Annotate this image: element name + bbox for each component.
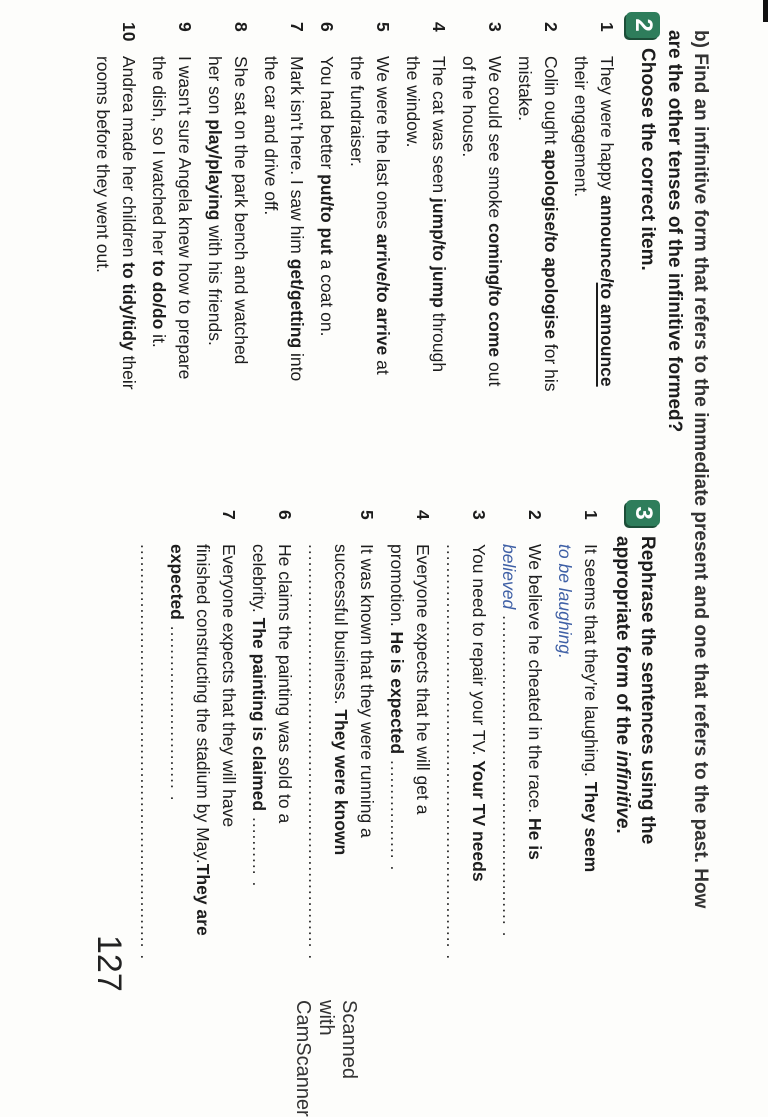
item-number: 5 bbox=[373, 22, 393, 32]
exercise-2-header bbox=[626, 12, 660, 472]
item-number: 3 bbox=[469, 510, 489, 520]
list-item bbox=[568, 12, 620, 472]
exercise-2-items bbox=[90, 12, 620, 472]
list-item bbox=[552, 500, 604, 970]
item-number: 6 bbox=[317, 22, 337, 32]
page-number: 127 bbox=[90, 935, 128, 992]
exercise-3-items bbox=[164, 500, 604, 970]
item-number: 7 bbox=[219, 510, 239, 520]
question-b-header bbox=[661, 30, 713, 950]
item-number: 6 bbox=[275, 510, 295, 520]
item-text: It was known that they were running a successful business. They were known ..................................................................... . bbox=[305, 544, 377, 961]
item-number: 5 bbox=[357, 510, 377, 520]
item-text: You had better put/to put a coat on. bbox=[317, 56, 337, 337]
answer-dots: ..................................................................... . bbox=[137, 544, 157, 961]
corner-mark bbox=[763, 0, 768, 22]
exercise-3 bbox=[130, 500, 660, 970]
title-line2b: infinitive bbox=[612, 750, 633, 829]
list-item bbox=[456, 12, 508, 472]
list-item bbox=[202, 12, 254, 472]
item-number: 2 bbox=[541, 22, 561, 32]
list-item bbox=[440, 500, 492, 970]
list-item bbox=[314, 12, 340, 472]
item-text: Mark isn't here. I saw him get/getting into the car and drive off. bbox=[261, 56, 307, 382]
answer-line bbox=[134, 500, 160, 970]
list-item bbox=[258, 12, 310, 472]
item-text: Everyone expects that they will have finished constructing the stadium by May.They are expected ............................ . bbox=[167, 544, 239, 936]
item-text: Andrea made her children to tidy/tidy their rooms before they went out. bbox=[93, 56, 139, 390]
list-item bbox=[246, 500, 298, 970]
title-line1: Rephrase the sentences using the bbox=[637, 536, 658, 845]
title-line2c: . bbox=[612, 828, 633, 834]
item-number: 4 bbox=[429, 22, 449, 32]
item-text: We could see smoke coming/to come out of the house. bbox=[459, 56, 505, 387]
item-number: 2 bbox=[525, 510, 545, 520]
exercise-2 bbox=[86, 12, 660, 472]
item-text: Colin ought apologise/to apologise for his mistake. bbox=[515, 56, 561, 392]
question-b-line2: are the other tenses of the infinitive formed? bbox=[664, 30, 685, 433]
item-number: 10 bbox=[119, 22, 139, 42]
item-text: Everyone expects that he will get a promotion. He is expected ................. . bbox=[387, 544, 433, 872]
item-text: She sat on the park bench and watched her son play/playing with his friends. bbox=[205, 56, 251, 365]
item-number: 9 bbox=[175, 22, 195, 32]
list-item bbox=[400, 12, 452, 472]
item-text: It seems that they're laughing. They seem to be laughing. bbox=[555, 544, 601, 873]
item-text: We believe he cheated in the race. He is believed ..................................................... . bbox=[499, 544, 545, 938]
item-number: 3 bbox=[485, 22, 505, 32]
item-text: They were happy announce/to announce their engagement. bbox=[571, 56, 617, 387]
item-text: He claims the painting was sold to a celebrity. The painting is claimed .......... . bbox=[249, 544, 295, 888]
item-text: I wasn't sure Angela knew how to prepare the dish, so I watched her to do/do it. bbox=[149, 56, 195, 380]
list-item bbox=[302, 500, 380, 970]
list-item bbox=[344, 12, 396, 472]
item-number: 4 bbox=[413, 510, 433, 520]
exercise-title: Choose the correct item. bbox=[637, 48, 658, 271]
question-b-line1: b) Find an infinitive form that refers to the immediate present and one that refers to the past. How bbox=[690, 30, 711, 909]
scanner-watermark: Scanned with CamScanner bbox=[292, 1000, 360, 1117]
exercise-title bbox=[610, 536, 660, 844]
exercise-3-header bbox=[610, 500, 660, 970]
list-item bbox=[90, 12, 142, 472]
exercise-number-badge: 3 bbox=[626, 500, 660, 526]
item-text: You need to repair your TV. Your TV needs ..................................................................... . bbox=[443, 544, 489, 961]
list-item bbox=[146, 12, 198, 472]
exercise-number-badge: 2 bbox=[626, 12, 660, 38]
item-number: 1 bbox=[581, 510, 601, 520]
list-item bbox=[164, 500, 242, 970]
list-item bbox=[512, 12, 564, 472]
item-number: 1 bbox=[597, 22, 617, 32]
list-item bbox=[384, 500, 436, 970]
item-text: We were the last ones arrive/to arrive at the fundraiser. bbox=[347, 56, 393, 375]
item-number: 8 bbox=[231, 22, 251, 32]
item-number: 7 bbox=[287, 22, 307, 32]
title-line2a: appropriate form of the bbox=[612, 536, 633, 751]
list-item bbox=[496, 500, 548, 970]
item-text: The cat was seen jump/to jump through the window. bbox=[403, 56, 449, 373]
